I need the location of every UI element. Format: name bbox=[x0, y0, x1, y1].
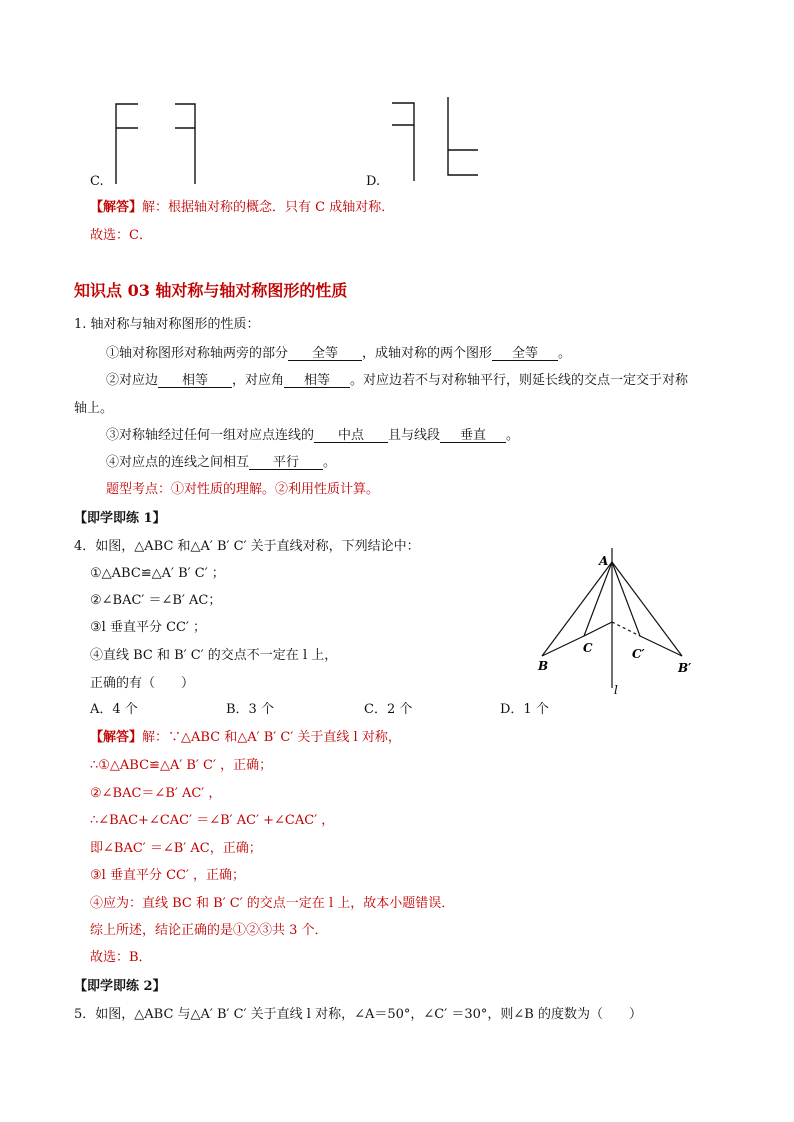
answer-line-5: 即∠BAC′ ＝∠B′ AC，正确； bbox=[90, 841, 262, 856]
choice-3: ③l 垂直平分 CC′ ； bbox=[90, 620, 207, 635]
choice-1: ①△ABC≌△A′ B′ C′ ； bbox=[90, 566, 225, 581]
prop-1 bbox=[106, 347, 571, 361]
option-b: B．3 个 bbox=[226, 702, 274, 717]
prop-3-text-c: 。 bbox=[506, 428, 520, 443]
answer-line-9: 故选：B． bbox=[90, 950, 152, 965]
prop-1-blank-1: 全等 bbox=[288, 347, 362, 361]
option-c: C．2 个 bbox=[364, 702, 413, 717]
option-d-shape bbox=[388, 95, 488, 185]
answer-line-2: ∴①△ABC≌△A′ B′ C′ ，正确； bbox=[90, 758, 273, 773]
answer-line-top bbox=[90, 201, 394, 214]
prop-2-text-b: ，对应角 bbox=[232, 373, 285, 388]
label-l: l bbox=[614, 683, 618, 697]
answer-line-8: 综上所述，结论正确的是①②③共 3 个． bbox=[90, 923, 328, 938]
answer-text: 解：根据轴对称的概念．只有 C 成轴对称． bbox=[142, 200, 395, 215]
prop-2-blank-2: 相等 bbox=[284, 374, 350, 388]
option-d-label: D. bbox=[366, 174, 381, 189]
choice-2: ②∠BAC′ ＝∠B′ AC； bbox=[90, 593, 222, 608]
answer-line-1 bbox=[90, 731, 401, 744]
prop-3 bbox=[106, 429, 519, 443]
prop-2-text-c: 。对应边若不与对称轴平行，则延长线的交点一定交于对称 bbox=[350, 373, 689, 388]
prop-4-text-b: 。 bbox=[323, 455, 337, 470]
answer-line-6: ③l 垂直平分 CC′ ，正确； bbox=[90, 868, 246, 883]
label-c: C bbox=[583, 641, 593, 655]
practice-1-question: 4．如图，△ABC 和△A′ B′ C′ 关于直线对称，下列结论中： bbox=[74, 539, 420, 554]
prop-3-blank-2: 垂直 bbox=[440, 429, 506, 443]
option-d: D．1 个 bbox=[500, 702, 549, 717]
option-c-shape bbox=[110, 98, 210, 188]
prop-2 bbox=[106, 374, 688, 388]
option-a: A．4 个 bbox=[90, 702, 138, 717]
prop-2-cont: 轴上。 bbox=[74, 401, 114, 416]
answer-line-7: ④应为：直线 BC 和 B′ C′ 的交点一定在 l 上，故本小题错误． bbox=[90, 896, 455, 911]
prop-1-text-b: ，成轴对称的两个图形 bbox=[362, 346, 493, 361]
prop-3-blank-1: 中点 bbox=[314, 429, 388, 443]
answer-line-4: ∴∠BAC+∠CAC′ ＝∠B′ AC′ +∠CAC′ ， bbox=[90, 813, 335, 828]
label-a: A bbox=[599, 554, 609, 568]
choice-4: ④直线 BC 和 B′ C′ 的交点不一定在 l 上， bbox=[90, 648, 338, 663]
choose-top: 故选：C． bbox=[90, 228, 152, 243]
label-c-prime: C′ bbox=[632, 647, 645, 661]
option-c-label: C. bbox=[90, 174, 104, 189]
answer-text-1: 解：∵△ABC 和△A′ B′ C′ 关于直线 l 对称， bbox=[142, 730, 401, 745]
label-b: B bbox=[538, 659, 549, 673]
prop-1-text-a: ①轴对称图形对称轴两旁的部分 bbox=[106, 346, 289, 361]
prop-3-text-a: ③对称轴经过任何一组对应点连线的 bbox=[106, 428, 315, 443]
practice-2-head: 【即学即练 2】 bbox=[74, 979, 166, 994]
prop-4-text-a: ④对应点的连线之间相互 bbox=[106, 455, 250, 470]
prop-4 bbox=[106, 456, 336, 470]
props-intro: 1. 轴对称与轴对称图形的性质： bbox=[74, 317, 260, 332]
prop-4-blank-1: 平行 bbox=[249, 456, 323, 470]
label-b-prime: B′ bbox=[678, 661, 692, 675]
answer-line-3: ②∠BAC＝∠B′ AC′ ， bbox=[90, 786, 222, 801]
prop-2-blank-1: 相等 bbox=[158, 374, 232, 388]
prop-1-text-c: 。 bbox=[558, 346, 572, 361]
prop-2-text-a: ②对应边 bbox=[106, 373, 159, 388]
question-types: 题型考点：①对性质的理解。②利用性质计算。 bbox=[106, 482, 380, 497]
answer-head: 【解答】 bbox=[90, 200, 143, 215]
ask-correct: 正确的有（ ） bbox=[90, 676, 195, 691]
section-title: 知识点 03 轴对称与轴对称图形的性质 bbox=[74, 281, 348, 300]
prop-3-text-b: 且与线段 bbox=[388, 428, 441, 443]
practice-1-head: 【即学即练 1】 bbox=[74, 511, 166, 526]
triangle-figure bbox=[532, 548, 712, 698]
answer-head-2: 【解答】 bbox=[90, 730, 143, 745]
practice-2-question: 5．如图，△ABC 与△A′ B′ C′ 关于直线 l 对称，∠A＝50°，∠C′ ＝30°，则∠B 的度数为（ ） bbox=[74, 1007, 642, 1022]
prop-1-blank-2: 全等 bbox=[492, 347, 558, 361]
